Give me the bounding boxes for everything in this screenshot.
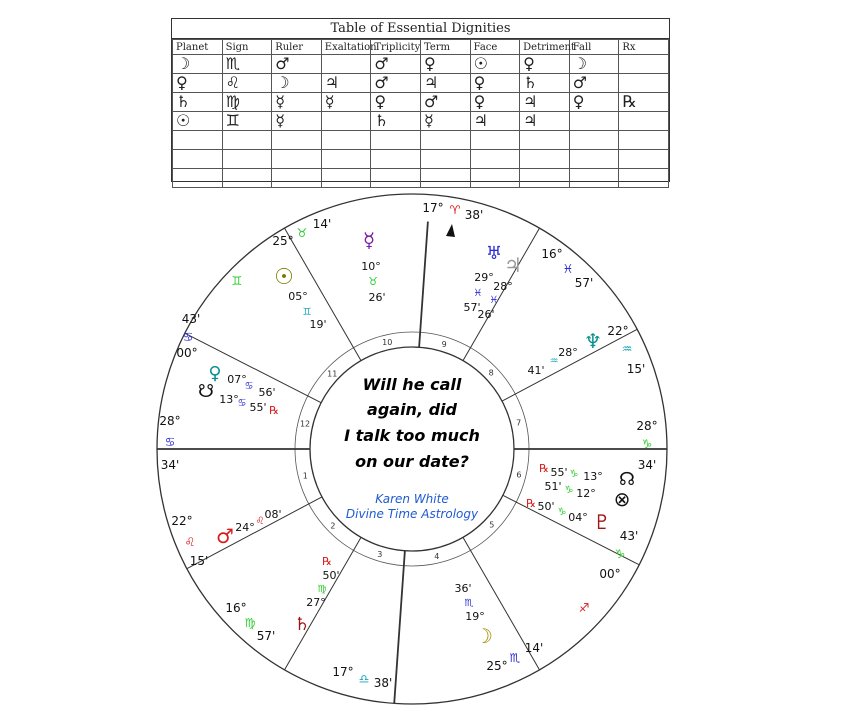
cusp-label: 00°: [599, 567, 621, 581]
house-number-ring: [295, 332, 529, 566]
table-cell: ☽: [569, 55, 619, 74]
table-cell: ♂: [371, 55, 421, 74]
house-numbers: [300, 338, 522, 561]
table-cell: ♀: [470, 74, 520, 93]
table-cell: ♃: [321, 74, 371, 93]
house-number: 10: [382, 337, 393, 347]
cusp-label: 43': [181, 312, 201, 326]
planet-label: 29°: [474, 271, 494, 284]
planet-label: 36': [454, 582, 472, 595]
cusp-label: 15': [189, 554, 209, 568]
table-cell: ♄: [520, 74, 570, 93]
planet-label: 19': [309, 318, 327, 331]
cusp-label: ♍: [244, 616, 256, 630]
table-cell: ☿: [321, 93, 371, 112]
cusp-label: 28°: [636, 419, 658, 433]
cusp-label: ♈: [449, 203, 461, 217]
cusp-label: ♊: [231, 274, 243, 288]
table-cell: ♄: [371, 112, 421, 131]
table-cell: ♏: [222, 55, 272, 74]
cusp-label: ♋: [182, 330, 194, 344]
cusp-label: 17°: [332, 665, 354, 679]
planet-label: ♑: [569, 469, 579, 480]
author-company: Divine Time Astrology: [345, 507, 479, 521]
house-number: 6: [516, 470, 522, 480]
table-header-face: Face: [470, 40, 520, 55]
table-cell: ♄: [173, 93, 223, 112]
cusp-label: 22°: [171, 514, 193, 528]
table-cell: ♀: [173, 74, 223, 93]
cusp-label: 25°: [486, 659, 508, 673]
table-cell: ☽: [173, 55, 223, 74]
house-cusp-line: [502, 329, 637, 401]
cusp-label: ♋: [164, 435, 176, 449]
planet-label: 50': [322, 569, 340, 582]
planet-label: ℞: [539, 462, 549, 475]
cusp-label: ♑: [641, 437, 653, 451]
table-cell: ♂: [420, 93, 470, 112]
planet-label: 57': [463, 301, 481, 314]
author-name: Karen White: [375, 492, 449, 506]
table-cell: ♌: [222, 74, 272, 93]
planet-label: 55': [550, 466, 568, 479]
house-number: 11: [327, 369, 338, 379]
table-cell: ♃: [520, 112, 570, 131]
table-cell: ☿: [272, 112, 322, 131]
table-cell: ♀: [420, 55, 470, 74]
planet-label: ♅: [485, 243, 503, 264]
table-cell: ♂: [569, 74, 619, 93]
table-cell: ♀: [569, 93, 619, 112]
planet-label: 26': [477, 308, 495, 321]
table-header-ruler: Ruler: [272, 40, 322, 55]
table-cell: ☿: [272, 93, 322, 112]
table-header-triplicity: Triplicity: [371, 40, 421, 55]
table-cell: ♀: [470, 93, 520, 112]
cusp-label: 28°: [159, 414, 181, 428]
table-cell: ☉: [470, 55, 520, 74]
table-header-rx: Rx: [619, 40, 669, 55]
planet-label: ☋: [198, 381, 214, 402]
table-cell: ♃: [420, 74, 470, 93]
planet-label: ♄: [293, 614, 311, 635]
table-cell: ♃: [520, 93, 570, 112]
planet-label: 19°: [465, 610, 485, 623]
question-line-1: Will he call: [362, 375, 462, 394]
cusp-label: 15': [626, 362, 646, 376]
planet-label: ♑: [557, 507, 567, 518]
planet-label: 05°: [288, 290, 308, 303]
planet-label: ♑: [564, 485, 574, 496]
planet-label: 27°: [306, 596, 326, 609]
planet-label: ♍: [317, 584, 327, 595]
planet-label: 55': [249, 401, 267, 414]
table-cell: ♃: [470, 112, 520, 131]
planet-label: 26': [368, 291, 386, 304]
cusp-label: 34': [637, 458, 657, 472]
cusp-label: ♌: [184, 535, 196, 549]
cusp-label: 14': [524, 641, 544, 655]
planet-label: ♆: [584, 329, 602, 353]
house-number: 4: [434, 552, 440, 562]
cusp-label: ♉: [296, 226, 308, 240]
planet-label: ♏: [464, 598, 474, 609]
table-cell: ☿: [420, 112, 470, 131]
table-header-detriment: Detriment: [520, 40, 570, 55]
planet-label: ♀: [208, 363, 222, 384]
cusp-label: 00°: [176, 346, 198, 360]
planet-label: 24°: [235, 521, 255, 534]
cusp-label: 43': [619, 529, 639, 543]
planet-label: 12°: [576, 487, 596, 500]
planet-label: ⊗: [613, 487, 631, 511]
planet-label: 41': [527, 364, 545, 377]
cusp-label: 16°: [225, 601, 247, 615]
question-line-4: on our date?: [355, 452, 469, 471]
planet-label: ♂: [216, 524, 234, 548]
table-cell: ♂: [272, 55, 322, 74]
house-number: 3: [377, 550, 383, 560]
table-cell: ♂: [371, 74, 421, 93]
cusp-sign-labels: [159, 201, 657, 690]
planet-label: 13°: [219, 393, 239, 406]
table-header-exaltation: Exaltation: [321, 40, 371, 55]
cusp-label: 38': [373, 676, 393, 690]
table-title: Table of Essential Dignities: [172, 19, 669, 39]
planet-label: ℞: [322, 555, 332, 568]
house-number: 9: [441, 339, 447, 349]
table-cell: ♀: [520, 55, 570, 74]
table-cell: ♍: [222, 93, 272, 112]
cusp-label: 57': [256, 629, 276, 643]
cusp-label: 57': [574, 276, 594, 290]
cusp-label: ♒: [621, 342, 633, 356]
house-number: 2: [330, 521, 336, 531]
house-cusp-line: [394, 551, 405, 704]
planet-label: ♒: [549, 356, 559, 367]
table-header-fall: Fall: [569, 40, 619, 55]
cusp-label: 14': [312, 217, 332, 231]
cusp-label: 17°: [422, 201, 444, 215]
planet-label: 13°: [583, 470, 603, 483]
planet-label: 56': [258, 386, 276, 399]
table-header-planet: Planet: [173, 40, 223, 55]
question-line-3: I talk too much: [344, 426, 480, 445]
planet-label: ♌: [255, 516, 265, 527]
table-cell: ☉: [173, 112, 223, 131]
house-number: 7: [516, 418, 522, 428]
cusp-label: 22°: [607, 324, 629, 338]
planet-label: 07°: [227, 373, 247, 386]
table-cell: ♀: [371, 93, 421, 112]
planet-label: ♊: [302, 307, 312, 318]
planet-label: 50': [537, 500, 555, 513]
planet-label: ☽: [475, 624, 493, 648]
cusp-label: 38': [464, 208, 484, 222]
house-cusp-line: [419, 222, 428, 348]
planet-label: ☉: [274, 265, 294, 290]
cusp-label: ♐: [578, 601, 590, 615]
question-line-2: again, did: [367, 400, 457, 419]
planet-label: ♋: [244, 381, 254, 392]
house-number: 12: [299, 419, 311, 429]
table-cell: ☽: [272, 74, 322, 93]
planet-label: 28°: [493, 280, 513, 293]
planet-label: ♇: [593, 510, 611, 534]
planet-label: ♓: [473, 288, 483, 299]
planet-label: ☊: [619, 469, 635, 490]
planet-label: ℞: [269, 404, 279, 417]
cusp-label: ♓: [562, 262, 574, 276]
cusp-label: 25°: [272, 234, 294, 248]
planet-label: ♉: [368, 275, 378, 288]
table-cell: ℞: [619, 93, 669, 112]
planet-label: 51': [544, 480, 562, 493]
table-header-sign: Sign: [222, 40, 272, 55]
house-number: 1: [302, 471, 308, 481]
planet-label: ♃: [504, 253, 522, 277]
planet-label: ♋: [237, 398, 247, 409]
house-number: 8: [488, 368, 494, 378]
cusp-label: ♑: [614, 547, 626, 561]
planet-label: ♓: [489, 295, 499, 306]
table-header-term: Term: [420, 40, 470, 55]
planet-label: ☿: [362, 228, 376, 252]
planet-label: 08': [264, 508, 282, 521]
mc-arrow-icon: [446, 224, 455, 237]
planet-label: ℞: [526, 497, 536, 510]
cusp-label: 16°: [541, 247, 563, 261]
chart-question: [344, 375, 480, 471]
planet-label: 10°: [361, 260, 381, 273]
table-cell: ♊: [222, 112, 272, 131]
chart-author: [346, 492, 479, 521]
cusp-label: ♏: [509, 651, 521, 665]
house-number: 5: [489, 520, 495, 530]
cusp-label: ♎: [358, 672, 370, 686]
planet-label: 04°: [568, 511, 588, 524]
planet-label: 28°: [558, 346, 578, 359]
cusp-label: 34': [160, 458, 180, 472]
